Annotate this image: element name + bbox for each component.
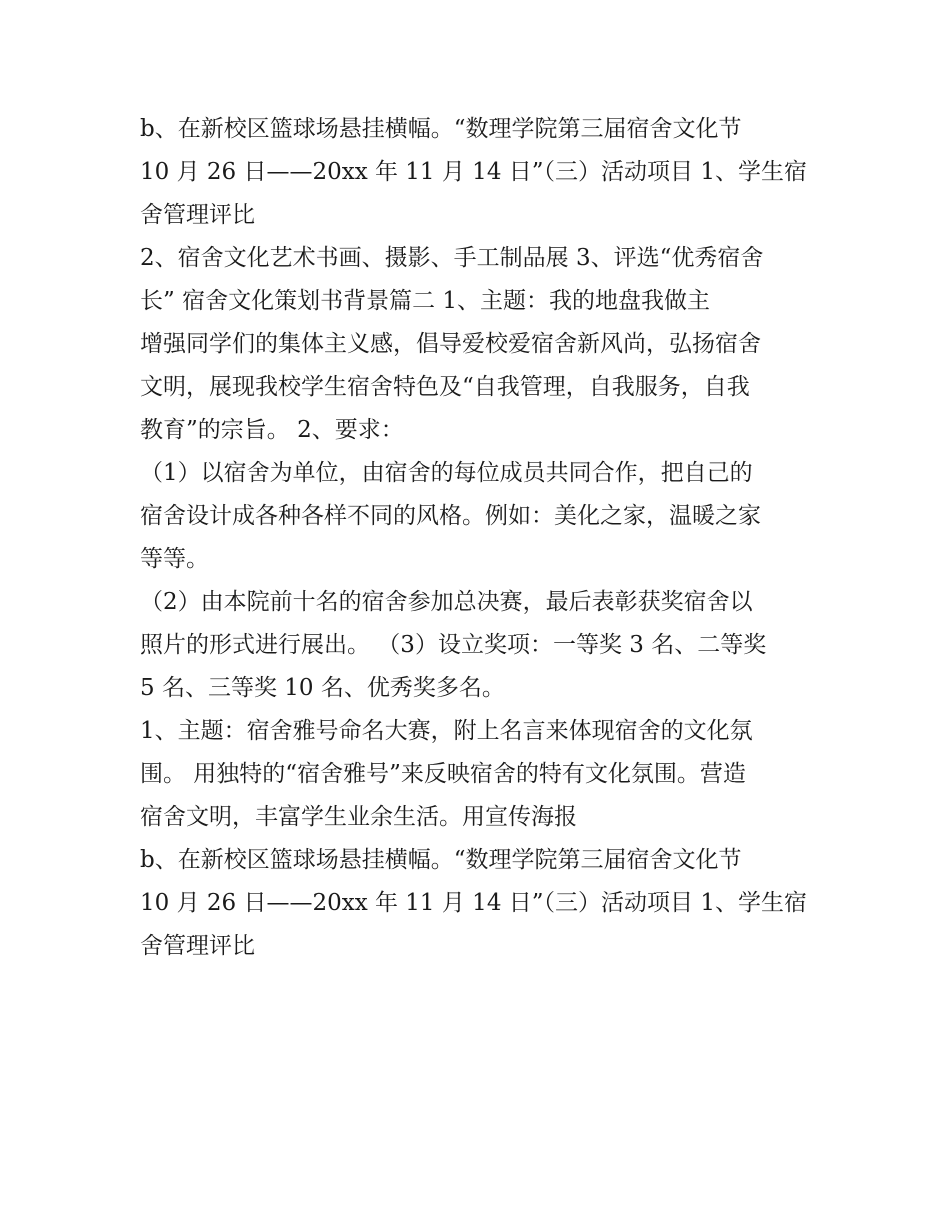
document-body bbox=[140, 108, 830, 968]
text-line: b、在新校区篮球场悬挂横幅。“数理学院第三届宿舍文化节 bbox=[140, 847, 742, 873]
text-line: 2、宿舍文化艺术书画、摄影、手工制品展 3、评选“优秀宿舍 bbox=[140, 245, 764, 271]
text-line: 增强同学们的集体主义感，倡导爱校爱宿舍新风尚，弘扬宿舍 bbox=[140, 331, 761, 357]
text-line: 宿舍设计成各种各样不同的风格。例如：美化之家，温暖之家 bbox=[140, 503, 761, 529]
text-line: 10 月 26 日——20xx 年 11 月 14 日”（三）活动项目 1、学生宿 bbox=[140, 159, 807, 185]
text-line: 照片的形式进行展出。 （3）设立奖项：一等奖 3 名、二等奖 bbox=[140, 632, 767, 658]
text-line: 围。 用独特的“宿舍雅号”来反映宿舍的特有文化氛围。营造 bbox=[140, 761, 746, 787]
text-line: 10 月 26 日——20xx 年 11 月 14 日”（三）活动项目 1、学生宿 bbox=[140, 890, 807, 916]
text-line: 文明，展现我校学生宿舍特色及“自我管理，自我服务，自我 bbox=[140, 374, 750, 400]
text-line: 1、主题：宿舍雅号命名大赛，附上名言来体现宿舍的文化氛 bbox=[140, 718, 753, 744]
text-line: b、在新校区篮球场悬挂横幅。“数理学院第三届宿舍文化节 bbox=[140, 116, 742, 142]
text-line: 等等。 bbox=[140, 546, 209, 572]
text-line: （1）以宿舍为单位，由宿舍的每位成员共同合作，把自己的 bbox=[140, 460, 753, 486]
text-line: （2）由本院前十名的宿舍参加总决赛，最后表彰获奖宿舍以 bbox=[140, 589, 753, 615]
text-line: 教育”的宗旨。 2、要求： bbox=[140, 417, 404, 443]
text-line: 舍管理评比 bbox=[140, 933, 255, 959]
text-line: 5 名、三等奖 10 名、优秀奖多名。 bbox=[140, 675, 505, 701]
text-line: 长” 宿舍文化策划书背景篇二 1、主题：我的地盘我做主 bbox=[140, 288, 711, 314]
text-line: 舍管理评比 bbox=[140, 202, 255, 228]
text-line: 宿舍文明，丰富学生业余生活。用宣传海报 bbox=[140, 804, 577, 830]
